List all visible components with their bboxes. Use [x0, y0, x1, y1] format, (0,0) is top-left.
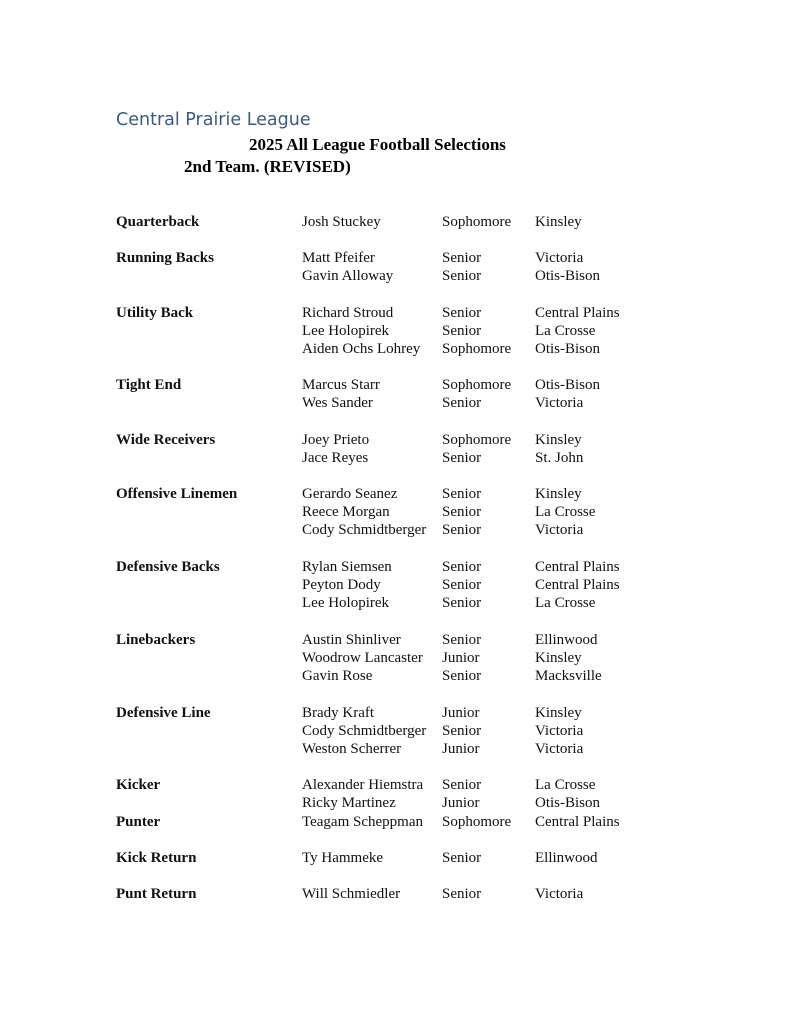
player-school: Ellinwood	[535, 632, 598, 648]
player-class: Senior	[442, 595, 482, 611]
player-class: Senior	[442, 668, 482, 684]
player-school: La Crosse	[535, 323, 596, 339]
player-class: Junior	[442, 705, 480, 721]
player-name: Cody Schmidtberger	[302, 723, 427, 739]
player-school: Ellinwood	[535, 850, 598, 866]
position-label: Punter	[116, 814, 161, 830]
player-class: Junior	[442, 795, 480, 811]
player-name: Ricky Martinez	[302, 795, 396, 811]
player-school: Central Plains	[535, 559, 620, 575]
player-school: Kinsley	[535, 486, 582, 502]
player-class: Senior	[442, 486, 482, 502]
player-class: Senior	[442, 250, 482, 266]
player-class: Senior	[442, 305, 482, 321]
player-class: Senior	[442, 886, 482, 902]
player-school: La Crosse	[535, 777, 596, 793]
player-school: La Crosse	[535, 595, 596, 611]
player-name: Reece Morgan	[302, 504, 390, 520]
document-title: 2025 All League Football Selections	[249, 135, 506, 154]
player-school: Otis-Bison	[535, 377, 601, 393]
position-label: Defensive Line	[116, 705, 211, 721]
position-label: Utility Back	[116, 305, 194, 321]
player-class: Senior	[442, 268, 482, 284]
league-name: Central Prairie League	[116, 110, 311, 130]
player-school: Victoria	[535, 723, 584, 739]
player-school: St. John	[535, 450, 584, 466]
player-school: Central Plains	[535, 577, 620, 593]
player-class: Senior	[442, 559, 482, 575]
player-class: Senior	[442, 723, 482, 739]
player-class: Senior	[442, 632, 482, 648]
player-class: Senior	[442, 504, 482, 520]
document-subtitle: 2nd Team. (REVISED)	[184, 157, 351, 176]
player-name: Gavin Rose	[302, 668, 373, 684]
player-class: Junior	[442, 650, 480, 666]
player-school: La Crosse	[535, 504, 596, 520]
player-class: Sophomore	[442, 341, 512, 357]
player-class: Sophomore	[442, 814, 512, 830]
player-school: Kinsley	[535, 214, 582, 230]
position-label: Quarterback	[116, 214, 200, 230]
player-school: Kinsley	[535, 432, 582, 448]
player-school: Central Plains	[535, 305, 620, 321]
player-name: Will Schmiedler	[302, 886, 401, 902]
player-name: Brady Kraft	[302, 705, 375, 721]
player-class: Junior	[442, 741, 480, 757]
player-school: Otis-Bison	[535, 795, 601, 811]
player-name: Richard Stroud	[302, 305, 394, 321]
player-school: Otis-Bison	[535, 341, 601, 357]
player-class: Senior	[442, 450, 482, 466]
player-class: Sophomore	[442, 377, 512, 393]
position-label: Wide Receivers	[116, 432, 216, 448]
player-name: Lee Holopirek	[302, 323, 390, 339]
player-school: Victoria	[535, 250, 584, 266]
player-school: Central Plains	[535, 814, 620, 830]
player-class: Senior	[442, 577, 482, 593]
position-label: Defensive Backs	[116, 559, 220, 575]
player-class: Senior	[442, 522, 482, 538]
player-class: Sophomore	[442, 214, 512, 230]
player-name: Marcus Starr	[302, 377, 380, 393]
player-name: Matt Pfeifer	[302, 250, 375, 266]
player-name: Aiden Ochs Lohrey	[302, 341, 421, 357]
player-name: Joey Prieto	[302, 432, 370, 448]
player-class: Senior	[442, 777, 482, 793]
player-school: Macksville	[535, 668, 602, 684]
position-label: Tight End	[116, 377, 182, 393]
player-class: Sophomore	[442, 432, 512, 448]
player-name: Wes Sander	[302, 395, 373, 411]
position-label: Running Backs	[116, 250, 214, 266]
player-name: Austin Shinliver	[302, 632, 401, 648]
player-class: Senior	[442, 850, 482, 866]
player-school: Kinsley	[535, 705, 582, 721]
player-name: Woodrow Lancaster	[302, 650, 423, 666]
player-class: Senior	[442, 395, 482, 411]
player-name: Weston Scherrer	[302, 741, 402, 757]
position-label: Kick Return	[116, 850, 197, 866]
player-name: Lee Holopirek	[302, 595, 390, 611]
player-name: Cody Schmidtberger	[302, 522, 427, 538]
player-school: Victoria	[535, 886, 584, 902]
position-label: Punt Return	[116, 886, 197, 902]
player-name: Alexander Hiemstra	[302, 777, 424, 793]
player-name: Ty Hammeke	[302, 850, 384, 866]
position-label: Linebackers	[116, 632, 196, 648]
position-label: Kicker	[116, 777, 161, 793]
player-name: Gerardo Seanez	[302, 486, 398, 502]
player-name: Jace Reyes	[302, 450, 369, 466]
player-class: Senior	[442, 323, 482, 339]
player-name: Teagam Scheppman	[302, 814, 423, 830]
player-school: Victoria	[535, 395, 584, 411]
player-name: Rylan Siemsen	[302, 559, 392, 575]
player-school: Victoria	[535, 741, 584, 757]
position-label: Offensive Linemen	[116, 486, 238, 502]
player-school: Kinsley	[535, 650, 582, 666]
player-school: Victoria	[535, 522, 584, 538]
player-school: Otis-Bison	[535, 268, 601, 284]
player-name: Gavin Alloway	[302, 268, 394, 284]
player-name: Josh Stuckey	[302, 214, 381, 230]
player-name: Peyton Dody	[302, 577, 381, 593]
